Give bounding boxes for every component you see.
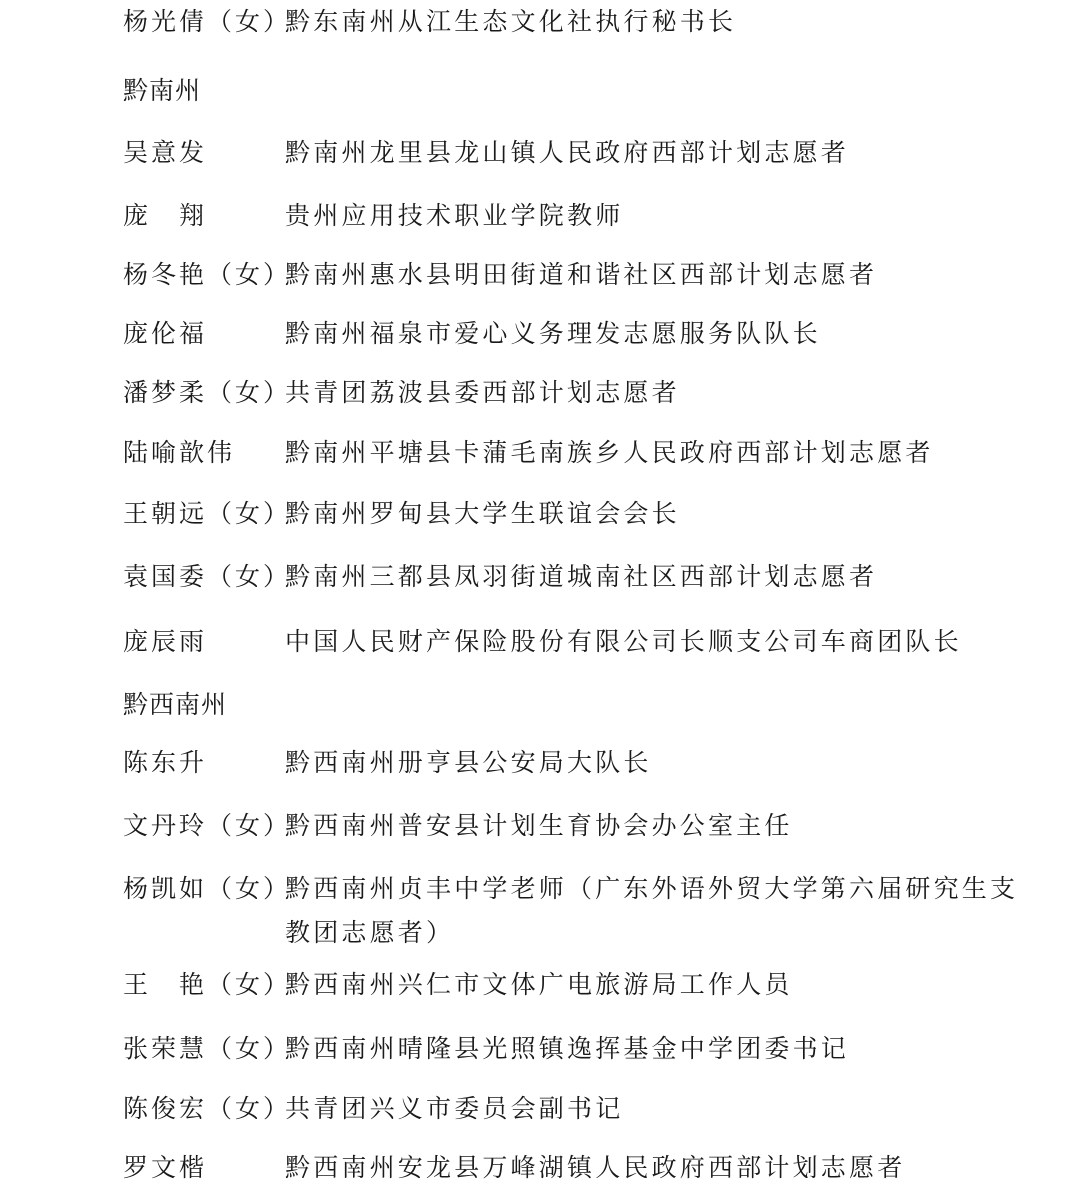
person-name: 王 艳（女） xyxy=(123,970,292,999)
person-title: 黔西南州册亨县公安局大队长 xyxy=(285,748,652,777)
person-title: 黔西南州安龙县万峰湖镇人民政府西部计划志愿者 xyxy=(285,1153,906,1182)
region-heading: 黔南州 xyxy=(123,76,202,105)
person-title: 黔西南州晴隆县光照镇逸挥基金中学团委书记 xyxy=(285,1034,850,1063)
person-title: 黔南州平塘县卡蒲毛南族乡人民政府西部计划志愿者 xyxy=(285,438,934,467)
person-name: 庞伦福 xyxy=(123,319,208,348)
person-title: 共青团兴义市委员会副书记 xyxy=(285,1094,624,1123)
person-title: 黔东南州从江生态文化社执行秘书长 xyxy=(285,7,737,36)
person-name: 张荣慧（女） xyxy=(123,1034,292,1063)
person-name: 陆喻歆伟 xyxy=(123,438,236,467)
person-name: 陈俊宏（女） xyxy=(123,1094,292,1123)
person-name: 袁国委（女） xyxy=(123,562,292,591)
person-name: 杨凯如（女） xyxy=(123,874,292,903)
person-name: 杨冬艳（女） xyxy=(123,260,292,289)
person-title: 黔南州罗甸县大学生联谊会会长 xyxy=(285,499,680,528)
region-heading: 黔西南州 xyxy=(123,690,228,719)
person-name: 庞 翔 xyxy=(123,201,208,230)
person-title: 黔南州三都县凤羽街道城南社区西部计划志愿者 xyxy=(285,562,878,591)
person-name: 杨光倩（女） xyxy=(123,7,292,36)
person-title: 黔南州惠水县明田街道和谐社区西部计划志愿者 xyxy=(285,260,878,289)
person-name: 王朝远（女） xyxy=(123,499,292,528)
person-title: 黔西南州普安县计划生育协会办公室主任 xyxy=(285,811,793,840)
person-name: 庞辰雨 xyxy=(123,627,208,656)
person-name: 吴意发 xyxy=(123,138,208,167)
person-name: 罗文楷 xyxy=(123,1153,208,1182)
person-title: 黔南州龙里县龙山镇人民政府西部计划志愿者 xyxy=(285,138,850,167)
person-title: 黔西南州贞丰中学老师（广东外语外贸大学第六届研究生支教团志愿者） xyxy=(285,874,1019,947)
person-title: 黔南州福泉市爱心义务理发志愿服务队队长 xyxy=(285,319,821,348)
person-title: 贵州应用技术职业学院教师 xyxy=(285,201,624,230)
person-name: 潘梦柔（女） xyxy=(123,378,292,407)
person-title: 共青团荔波县委西部计划志愿者 xyxy=(285,378,680,407)
person-title: 黔西南州兴仁市文体广电旅游局工作人员 xyxy=(285,970,793,999)
person-name: 文丹玲（女） xyxy=(123,811,292,840)
person-name: 陈东升 xyxy=(123,748,208,777)
person-title: 中国人民财产保险股份有限公司长顺支公司车商团队长 xyxy=(285,627,962,656)
